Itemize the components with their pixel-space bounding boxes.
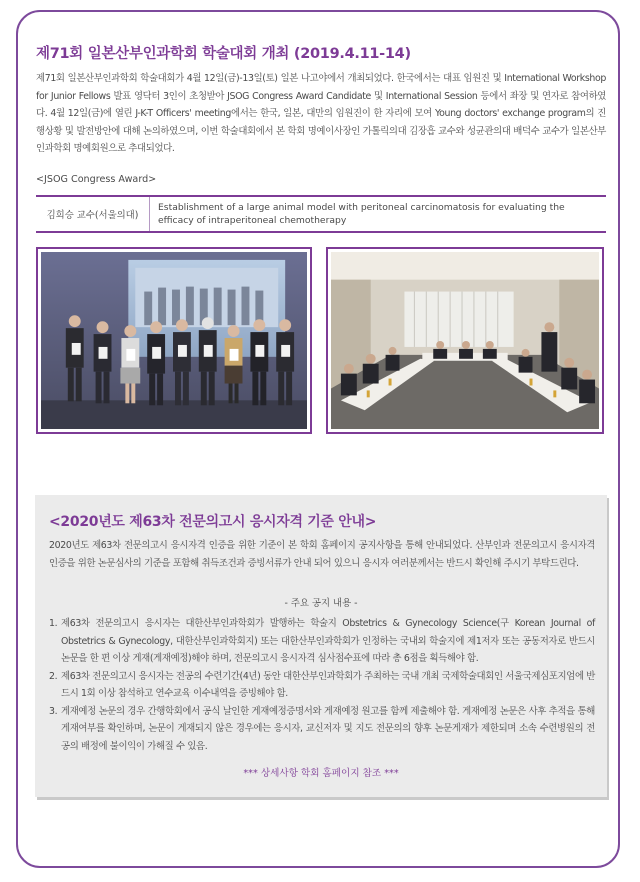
- award-heading: <JSOG Congress Award>: [36, 174, 157, 185]
- list-item: [49, 668, 595, 703]
- list-item-text: 게재예정 논문의 경우 간행학회에서 공식 날인한 게재예정증명서와 게재예정 원고를 함께 제출해야 함. 게재예정 논문은 사후 추적을 통해 게재여부를 확인하며, 논문이 게재되지 않은 경우에는 응시자, 교신저자 및 지도 전문의의 향후 논문게재가 제한되며 소속 수련병원의 전공의 배정에 불이익이 가해질 수 있음.: [61, 705, 595, 752]
- section-title: 제71회 일본산부인과학회 학술대회 개최 (2019.4.11-14): [36, 46, 411, 62]
- list-item-number: 1.: [49, 618, 58, 629]
- meeting-photo: [326, 247, 604, 434]
- exam-notice-box: [35, 495, 607, 797]
- list-item: [49, 615, 595, 668]
- notice-title: <2020년도 제63차 전문의고시 응시자격 기준 안내>: [49, 514, 377, 530]
- award-recipient: 김희승 교수(서울의대): [36, 197, 150, 231]
- group-photo: [36, 247, 312, 434]
- list-item-number: 2.: [49, 670, 58, 682]
- notice-footer: *** 상세사항 학회 홈페이지 참조 ***: [243, 768, 399, 779]
- meeting-photo-image: [331, 252, 599, 429]
- award-paper-title: Establishment of a large animal model with peritoneal carcinomatosis for evaluating the efficacy of intraperitoneal chemotherapy: [158, 202, 565, 226]
- notice-paragraph: 2020년도 제63차 전문의고시 응시자격 인증을 위한 기준이 본 학회 홈페이지 공지사항을 통해 안내되었다. 산부인과 전문의고시 응시자격 인증을 위한 논문심사의 기준을 포함해 취득조건과 증빙서류가 안내 되어 있으니 응시자 여러분께서는 반드시 확인해 주시기 부탁드린다.: [49, 540, 595, 569]
- group-photo-image: [41, 252, 307, 429]
- notice-subheading: - 주요 공지 내용 -: [284, 598, 358, 609]
- list-item: [49, 703, 595, 756]
- list-item-text: 제63차 전문의고시 응시자는 전공의 수련기간(4년) 동안 대한산부인과학회가 주최하는 국내 개최 국제학술대회인 서울국제심포지엄에 반드시 1회 이상 참석하고 연수교육 이수내역을 증빙해야 함.: [61, 670, 595, 699]
- award-table: [36, 195, 606, 233]
- list-item-number: 3.: [49, 705, 58, 717]
- notice-list: [49, 615, 595, 755]
- list-item-text: 제63차 전문의고시 응시자는 대한산부인과학회가 발행하는 학술지 Obstetrics & Gynecology Science(구 Korean Journal of Obstetrics & Gynecology, 대한산부인과학회지) 또는 대한산부인과학회가 인정하는 국내외 학술지에 제1저자 또는 공동저자로 반드시 논문을 한 편 이상 게재(게재예정)해야 하며, 전문의고시 응시자격 심사점수표에 따라 총 6점을 획득해야 함.: [61, 618, 595, 664]
- section-paragraph: 제71회 일본산부인과학회 학술대회가 4월 12일(금)-13일(토) 일본 나고야에서 개최되었다. 한국에서는 대표 임원진 및 International Workshop for Junior Fellows 발표 영닥터 3인이 초청받아 JSOG Congress Award Candidate 및 International Session 등에서 좌장 및 연자로 참여하였다. 4월 12일(금)에 열린 J-K-T Officers' meeting에서는 한국, 일본, 대만의 임원진이 한 자리에 모여 Young doctors' exchange program의 진행상황 및 발전방안에 대해 논의하였으며, 이번 학술대회에서 본 학회 명예이사장인 가톨릭의대 김장흡 교수와 성균관의대 배덕수 교수가 일본산부인과학회 명예회원으로 추대되었다.: [36, 73, 606, 154]
